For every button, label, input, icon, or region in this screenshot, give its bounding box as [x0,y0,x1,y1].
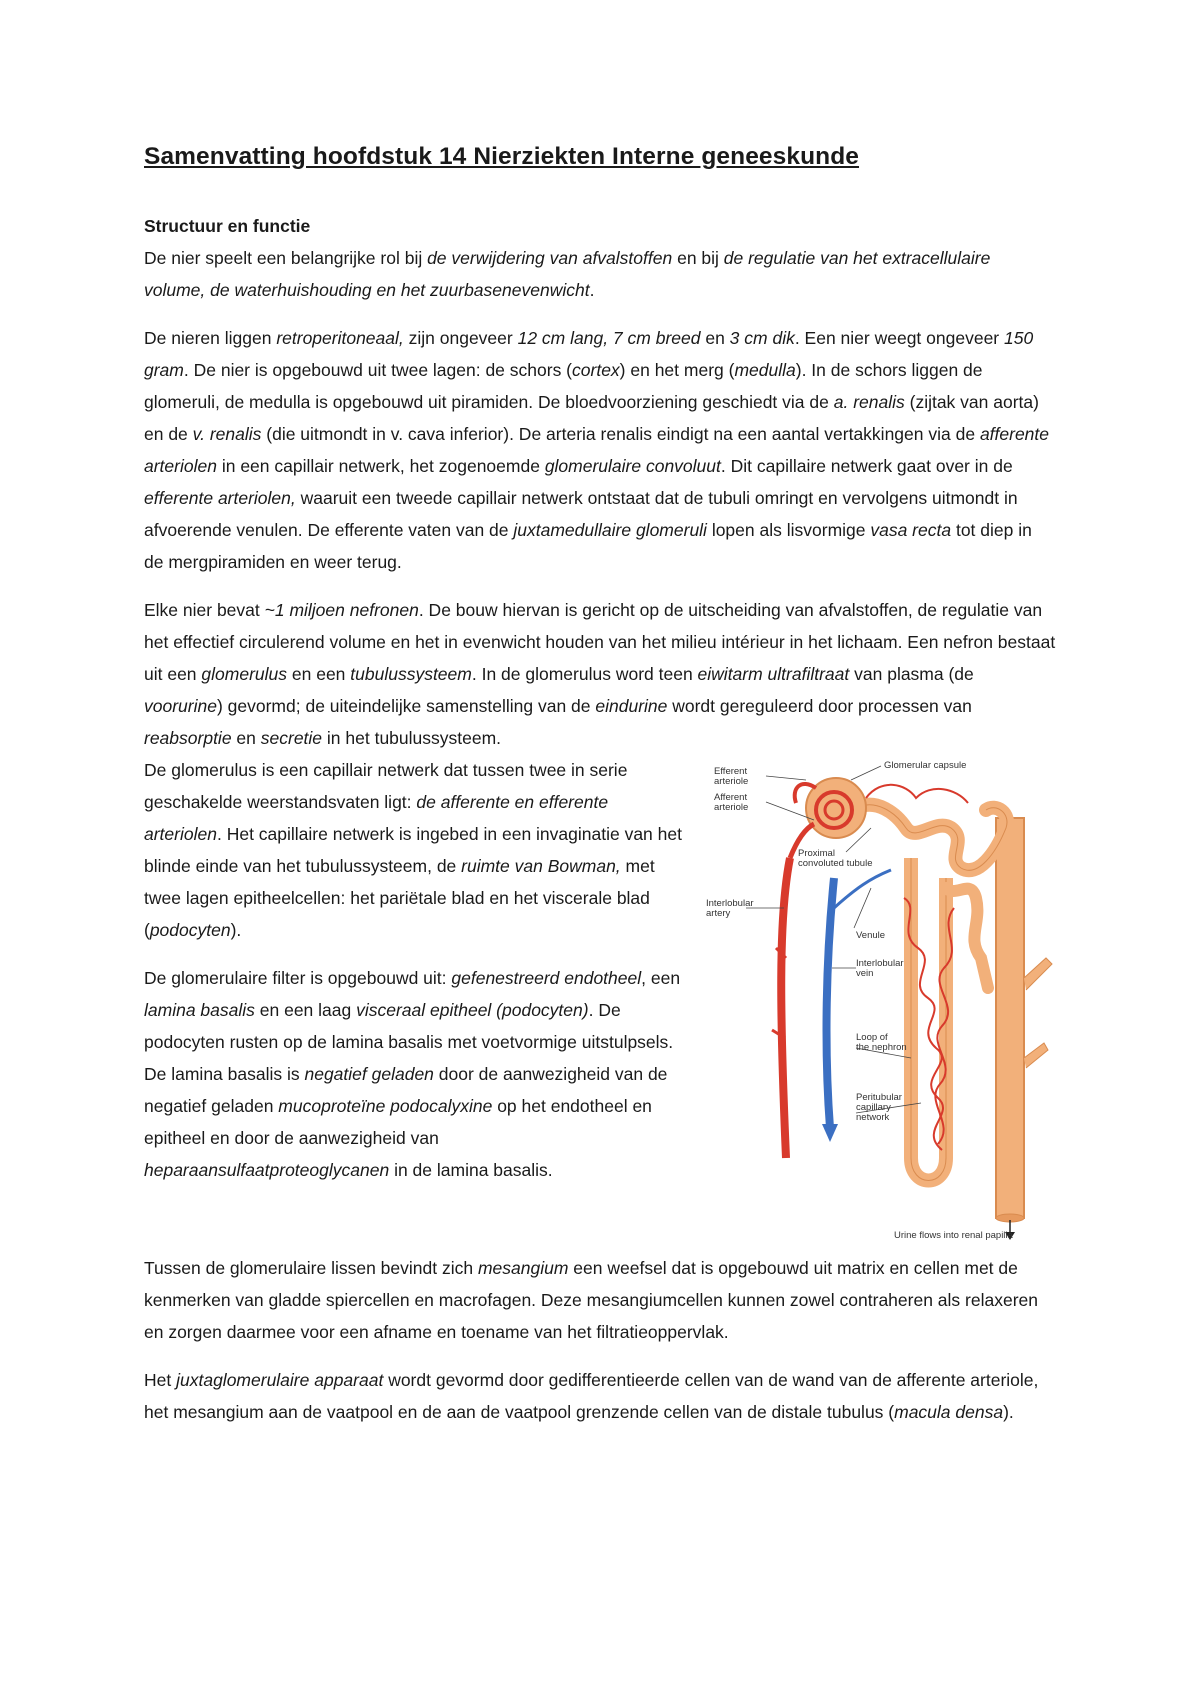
label-venule: Venule [856,930,886,941]
nephron-diagram [706,758,1068,1244]
venule [834,870,891,908]
paragraph-6: Tussen de glomerulaire lissen bevindt zich mesangium een weefsel dat is opgebouwd uit matrix en cellen met de kenmerken van gladde spiercellen en macrofagen. Deze mesangiumcellen kunnen zowel contraheren als relaxeren en zorgen daarmee voor een afname en toename van het filtratieoppervlak. [144,1258,1038,1342]
paragraph-5: De glomerulaire filter is opgebouwd uit: gefenestreerd endotheel, een lamina basalis en een laag visceraal epitheel (podocyten). De podocyten rusten op de lamina basalis met voetvormige uitstulpsels. De lamina basalis is negatief geladen door de aanwezigheid van de negatief geladen mucoproteïne podocalyxine op het endotheel en epitheel en door de aanwezigheid van heparaansulfaatproteoglycanen in de lamina basalis. [144,968,681,1180]
interlobular-vein [827,878,834,1128]
label-efferent-2: arteriole [714,776,749,787]
vein-arrow-head [822,1124,838,1142]
paragraph-1: De nier speelt een belangrijke rol bij de verwijdering van afvalstoffen en bij de regulatie van het extracellulaire volume, de waterhuishouding en het zuurbasenevenwicht. [144,248,991,300]
leader-venule [854,888,871,928]
label-efferent-1: Efferent [714,766,748,777]
document-content [144,140,1056,1428]
label-afferent-2: arteriole [714,802,749,813]
interlobular-artery [781,858,790,1158]
label-loop-2: the nephron [856,1042,907,1053]
label-peritubular-1: Peritubular [856,1092,902,1103]
document-title: Samenvatting hoofdstuk 14 Nierziekten Interne geneeskunde [144,143,860,170]
label-interlobular-vein-2: vein [856,968,874,979]
label-peritubular-3: network [856,1112,890,1123]
section-heading: Structuur en functie [144,216,311,236]
collecting-duct [996,818,1024,1218]
nephron-figure [706,758,1068,1244]
label-interlobular-vein-1: Interlobular [856,958,904,969]
label-afferent-1: Afferent [714,792,748,803]
leader-glomerular-capsule [851,766,881,780]
paragraph-3: Elke nier bevat ~1 miljoen nefronen. De bouw hiervan is gericht op de uitscheiding van afvalstoffen, de regulatie van het effectief circulerend volume en het in evenwicht houden van het milieu intérieur in het lichaam. Een nefron bestaat uit een glomerulus en een tubulussysteem. In de glomerulus word teen eiwitarm ultrafiltraat van plasma (de voorurine) gevormd; de uiteindelijke samenstelling van de eindurine wordt gereguleerd door processen van reabsorptie en secretie in het tubulussysteem. [144,600,1056,748]
loop-descending-limb [911,858,946,1181]
label-pct-1: Proximal [798,848,835,859]
label-pct-2: convoluted tubule [798,858,873,869]
proximal-convoluted-tubule [856,805,1007,870]
label-loop-1: Loop of [856,1032,888,1043]
label-glomerular-capsule: Glomerular capsule [884,760,967,771]
duct-branch-right [1024,958,1052,990]
label-urine: Urine flows into renal papilla [894,1230,1013,1241]
duct-branch-right-2 [1024,1043,1048,1068]
leader-efferent [766,776,806,780]
paragraph-4: De glomerulus is een capillair netwerk dat tussen twee in serie geschakelde weerstandsvaten ligt: de afferente en efferente arteriolen. Het capillaire netwerk is ingebed in een invaginatie van het blinde einde van het tubulussysteem, de ruimte van Bowman, met twee lagen epitheelcellen: het pariëtale blad en het viscerale blad (podocyten). [144,760,682,940]
label-peritubular-2: capillary [856,1102,891,1113]
label-interlobular-artery-2: artery [706,908,731,919]
label-interlobular-artery-1: Interlobular [706,898,754,909]
paragraph-2: De nieren liggen retroperitoneaal, zijn ongeveer 12 cm lang, 7 cm breed en 3 cm dik. Een nier weegt ongeveer 150 gram. De nier is opgebouwd uit twee lagen: de schors (cortex) en het merg (medulla). In de schors liggen de glomeruli, de medulla is opgebouwd uit piramiden. De bloedvoorziening geschiedt via de a. renalis (zijtak van aorta) en de v. renalis (die uitmondt in v. cava inferior). De arteria renalis eindigt na een aantal vertakkingen via de afferente arteriolen in een capillair netwerk, het zogenoemde glomerulaire convoluut. Dit capillaire netwerk gaat over in de efferente arteriolen, waaruit een tweede capillair netwerk ontstaat dat de tubuli omringt en vervolgens uitmondt in afvoerende venulen. De efferente vaten van de juxtamedullaire glomeruli lopen als lisvormige vasa recta tot diep in de mergpiramiden en weer terug. [144,328,1050,572]
paragraph-7: Het juxtaglomerulaire apparaat wordt gevormd door gedifferentieerde cellen van de wand van de afferente arteriole, het mesangium aan de vaatpool en de aan de vaatpool grenzende cellen van de distale tubulus (macula densa). [144,1370,1039,1422]
